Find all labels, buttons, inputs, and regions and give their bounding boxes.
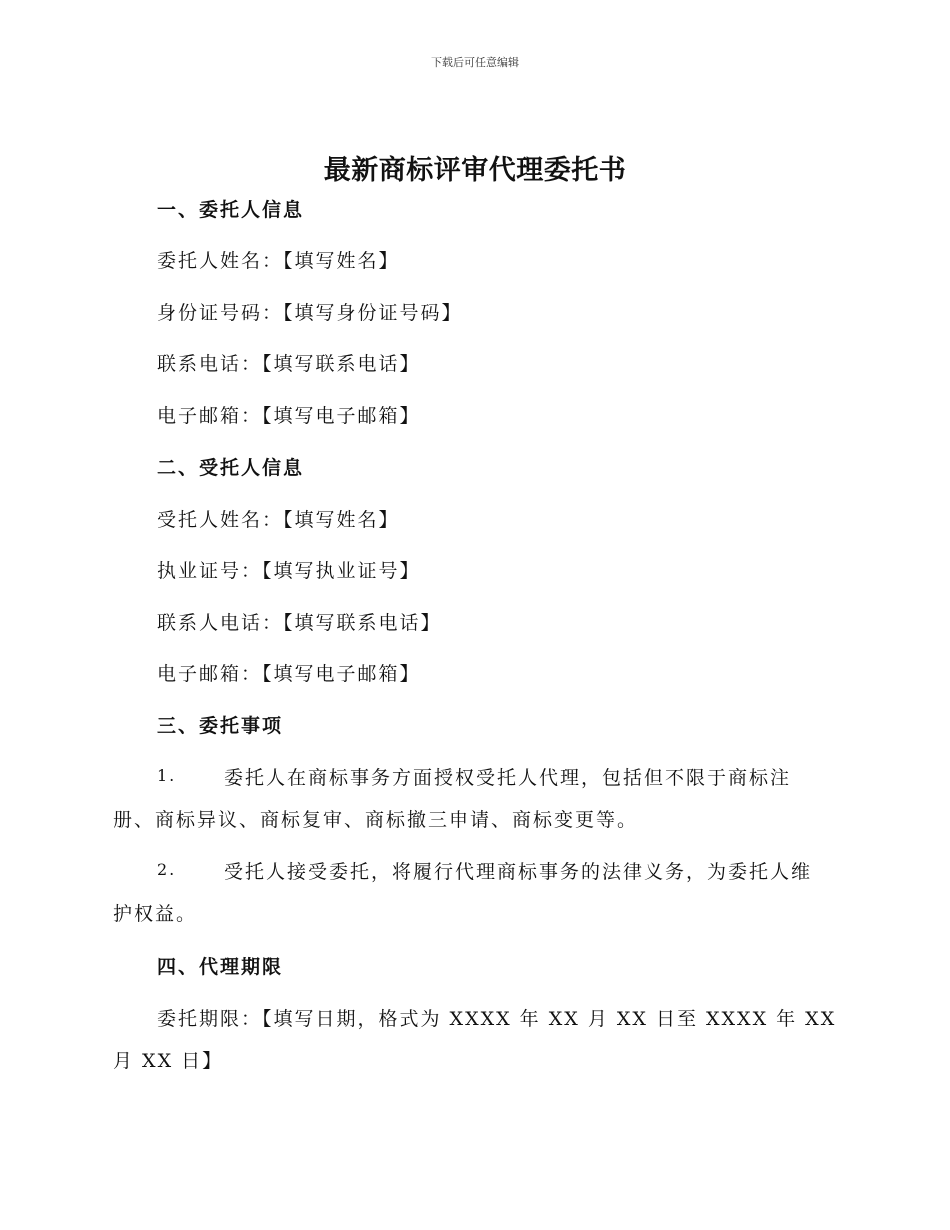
term-paragraph <box>113 1004 837 1088</box>
principal-email-line: 电子邮箱：【填写电子邮箱】 <box>157 405 421 427</box>
list-item-text-line1: 受托人接受委托，将履行代理商标事务的法律义务，为委托人维 <box>224 861 813 883</box>
section-heading-matters: 三、委托事项 <box>157 715 284 737</box>
section-heading-term: 四、代理期限 <box>157 956 284 978</box>
list-item-text-line2: 护权益。 <box>113 903 198 925</box>
list-item-text-line1: 委托人在商标事务方面授权受托人代理，包括但不限于商标注 <box>224 767 792 789</box>
term-line1: 委托期限：【填写日期，格式为 XXXX 年 XX 月 XX 日至 XXXX 年 XX <box>157 1008 837 1030</box>
term-line2: 月 XX 日】 <box>113 1050 224 1072</box>
agent-email-line: 电子邮箱：【填写电子邮箱】 <box>157 663 421 685</box>
list-item <box>113 857 833 941</box>
principal-phone-line: 联系电话：【填写联系电话】 <box>157 353 421 375</box>
document-title: 最新商标评审代理委托书 <box>323 155 627 186</box>
section-heading-principal: 一、委托人信息 <box>157 199 305 221</box>
agent-phone-line: 联系人电话：【填写联系电话】 <box>157 612 442 634</box>
agent-name-line: 受托人姓名：【填写姓名】 <box>157 509 400 531</box>
principal-name-line: 委托人姓名：【填写姓名】 <box>157 250 400 272</box>
list-item-number: 1. <box>157 766 177 785</box>
principal-id-line: 身份证号码：【填写身份证号码】 <box>157 302 463 324</box>
section-heading-agent: 二、受托人信息 <box>157 457 305 479</box>
agent-license-line: 执业证号：【填写执业证号】 <box>157 560 421 582</box>
page-header: 下载后可任意编辑 <box>431 56 519 69</box>
list-item-number: 2. <box>157 860 177 879</box>
list-item-text-line2: 册、商标异议、商标复审、商标撤三申请、商标变更等。 <box>113 809 639 831</box>
list-item <box>113 763 833 847</box>
